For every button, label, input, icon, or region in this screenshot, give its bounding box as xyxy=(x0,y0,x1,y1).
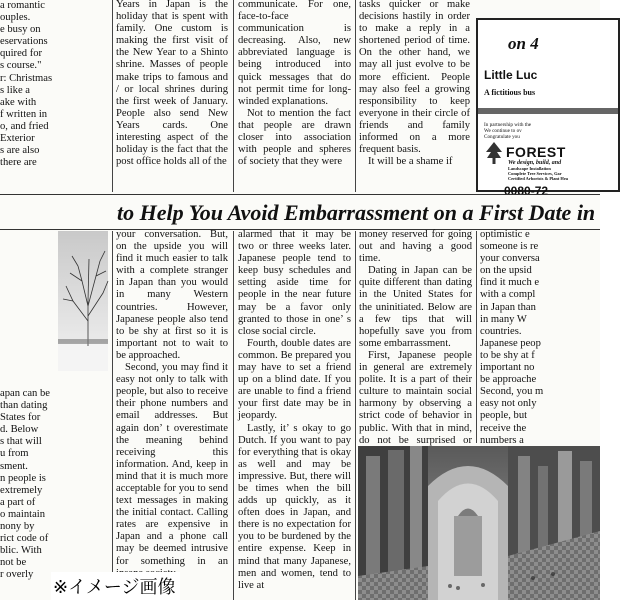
column-text: be approache xyxy=(480,374,537,386)
column-text: a romantic xyxy=(0,0,46,11)
column-text: numbers a xyxy=(480,434,524,446)
advertisement-box xyxy=(476,18,620,198)
column-divider xyxy=(233,0,234,192)
column-text: than dating xyxy=(0,400,48,412)
column-text: to be shy at f xyxy=(480,349,535,361)
article-headline: to Help You Avoid Embarrassment on a First Date in xyxy=(117,200,596,225)
column-text: d. Below xyxy=(0,424,39,436)
column-text: Years in Japan is the holiday that is spent with family. One custom is making the first visit of the New Year to a Shinto shrine. Masses of people make trips to famous and / or local shrines during the first week of January. People also send New Years cards. One interesting aspect of the holiday is the fact that the post office holds all of the xyxy=(116,0,228,168)
ad-services-text: We design, build, and Landscape Installation Complete Tree Services, Gar Certified Arborists & Plant Hea xyxy=(508,160,568,181)
column-text: there are xyxy=(0,157,37,169)
column-divider xyxy=(112,231,113,600)
column-text: important no xyxy=(480,362,535,374)
column-text: Not to mention the fact that people are drawn closer into association with people and spheres of society that they were xyxy=(238,107,351,168)
column-text: Dating in Japan can be quite different than dating in the United States for the uninitiated. Below are a few tips that will hopefully save you from some embarrassment. xyxy=(359,265,472,349)
column-text: Fourth, double dates are common. Be prepared you may have to set a friend up on a blind date. If you are unable to find a friend your first date may be in jeopardy. xyxy=(238,337,351,422)
column-text: s are also xyxy=(0,145,40,157)
top-column-3 xyxy=(238,0,351,191)
column-text: your conversa xyxy=(480,253,540,265)
column-text: easy not only xyxy=(480,398,537,410)
column-text: r overly xyxy=(0,569,34,581)
top-column-1 xyxy=(0,0,108,192)
bottom-column-3 xyxy=(238,229,351,591)
column-text: in Japan than xyxy=(480,301,536,313)
column-text: not be xyxy=(0,557,27,569)
column-text: on the upsid xyxy=(480,265,532,277)
ad-tagline: A fictitious bus xyxy=(484,88,536,97)
column-text: quired for xyxy=(0,48,43,60)
column-text: s that will xyxy=(0,436,42,448)
column-text: someone is re xyxy=(480,241,539,253)
column-text: apan can be xyxy=(0,388,50,399)
ad-divider-bar xyxy=(478,108,618,114)
column-text: tasks quicker or make decisions hastily in order to make a reply in a shortened period of time. On the other hand, we may all just evolve to be more efficient. People may also feel a growing responsibility to keep everyone in their circle of friends and family informed on a more frequent basis. xyxy=(359,0,470,156)
column-text: f written in xyxy=(0,108,48,120)
column-text: s course." xyxy=(0,60,42,72)
bottom-column-2 xyxy=(116,229,228,574)
column-text: Japanese peop xyxy=(480,337,541,349)
column-text: extremely xyxy=(0,484,43,496)
column-text: n people is xyxy=(0,472,46,484)
column-divider xyxy=(355,231,356,600)
column-text: find it much e xyxy=(480,277,540,289)
bottom-column-5 xyxy=(480,229,600,444)
column-text: countries. xyxy=(480,325,522,337)
image-caption: ※イメージ画像 xyxy=(51,572,180,601)
column-text: communicate. For one, face-to-face communication is decreasing. Also, new abbreviated language is being introduced into quick messages that do not permit time for long-winded explanations. xyxy=(238,0,351,107)
ad-phone-number: 0080-72 xyxy=(504,184,549,198)
column-text: Second, you m xyxy=(480,386,544,398)
column-divider xyxy=(112,0,113,192)
column-text: Exterior xyxy=(0,133,35,145)
column-text: States for xyxy=(0,412,41,424)
column-text: s like a xyxy=(0,84,31,96)
column-divider xyxy=(476,231,477,443)
column-text: your conversation. But, on the upside you will find it much easier to talk with a complete stranger in Japan than you would in many Western countries. However, Japanese people also tend to be shy at first so it is important not to wait to be approached. xyxy=(116,229,228,361)
column-text: blic. With xyxy=(0,545,42,557)
column-text: money reserved for going out and having a good time. xyxy=(359,229,472,265)
column-text: r: Christmas xyxy=(0,72,53,84)
column-text: a part of xyxy=(0,496,36,508)
column-text: rict code of xyxy=(0,533,49,545)
column-text: in many W xyxy=(480,313,527,325)
cathedral-interior-photo xyxy=(358,446,600,600)
ad-forest-brand: FOREST xyxy=(506,144,566,160)
column-text: o, and fried xyxy=(0,120,49,132)
column-text: ake with xyxy=(0,96,37,108)
column-text: e busy on xyxy=(0,24,41,36)
top-column-2 xyxy=(116,0,228,191)
column-text: u from xyxy=(0,448,29,460)
winter-tree-photo xyxy=(58,231,108,371)
ad-brand: Little Luc xyxy=(484,68,538,82)
tree-logo-icon xyxy=(486,142,502,164)
section-rule xyxy=(0,194,600,195)
column-text: First, Japanese people in general are extremely polite. It is a part of their culture to maintain social harmony by observing a strict code of behavior in public. With that in mind, do not be surprised or xyxy=(359,349,472,446)
column-text: eservations xyxy=(0,36,48,48)
column-text: o maintain xyxy=(0,508,46,520)
ad-headline: on 4 xyxy=(508,34,539,53)
column-text: receive the xyxy=(480,422,527,434)
column-text: nony by xyxy=(0,521,35,533)
column-text: Lastly, it’ s okay to go Dutch. If you want to pay for everything that is okay as well and may be impressive. But, there will be times when the bill adds up quickly, as it often does in Japan, and there is no expectation for you to be burdened by the entire expense. Keep in mind that many Japanese, men and women, tend to live at xyxy=(238,422,351,591)
column-text: sment. xyxy=(0,460,28,472)
column-text: It will be a shame if xyxy=(368,156,453,168)
column-text: optimistic e xyxy=(480,229,530,240)
ad-partner-text: In partnership with the We continue to ov Congratulate you xyxy=(484,122,532,140)
column-divider xyxy=(355,0,356,192)
column-text: alarmed that it may be two or three weeks later. Japanese people tend to keep busy schedules and setting aside time for people in the near future may be a favor only granted to those in one’ s close social circle. xyxy=(238,229,351,337)
column-text: ouples. xyxy=(0,12,31,24)
column-text: people, but xyxy=(480,410,528,422)
bottom-column-1 xyxy=(0,388,108,600)
column-text: with a compl xyxy=(480,289,536,301)
column-divider xyxy=(233,231,234,600)
bottom-column-4 xyxy=(359,229,472,446)
column-text: Second, you may find it easy not only to talk with people, but also to receive their phone numbers and email addresses. But again don’ t overestimate the meaning behind receiving this information. And, keep in mind that it is much more acceptable for you to send text messages in making the initial contact. Calling rates are expensive in Japan and a phone call may be deemed intrusive for something in an xyxy=(116,362,228,567)
top-column-4 xyxy=(359,0,470,191)
